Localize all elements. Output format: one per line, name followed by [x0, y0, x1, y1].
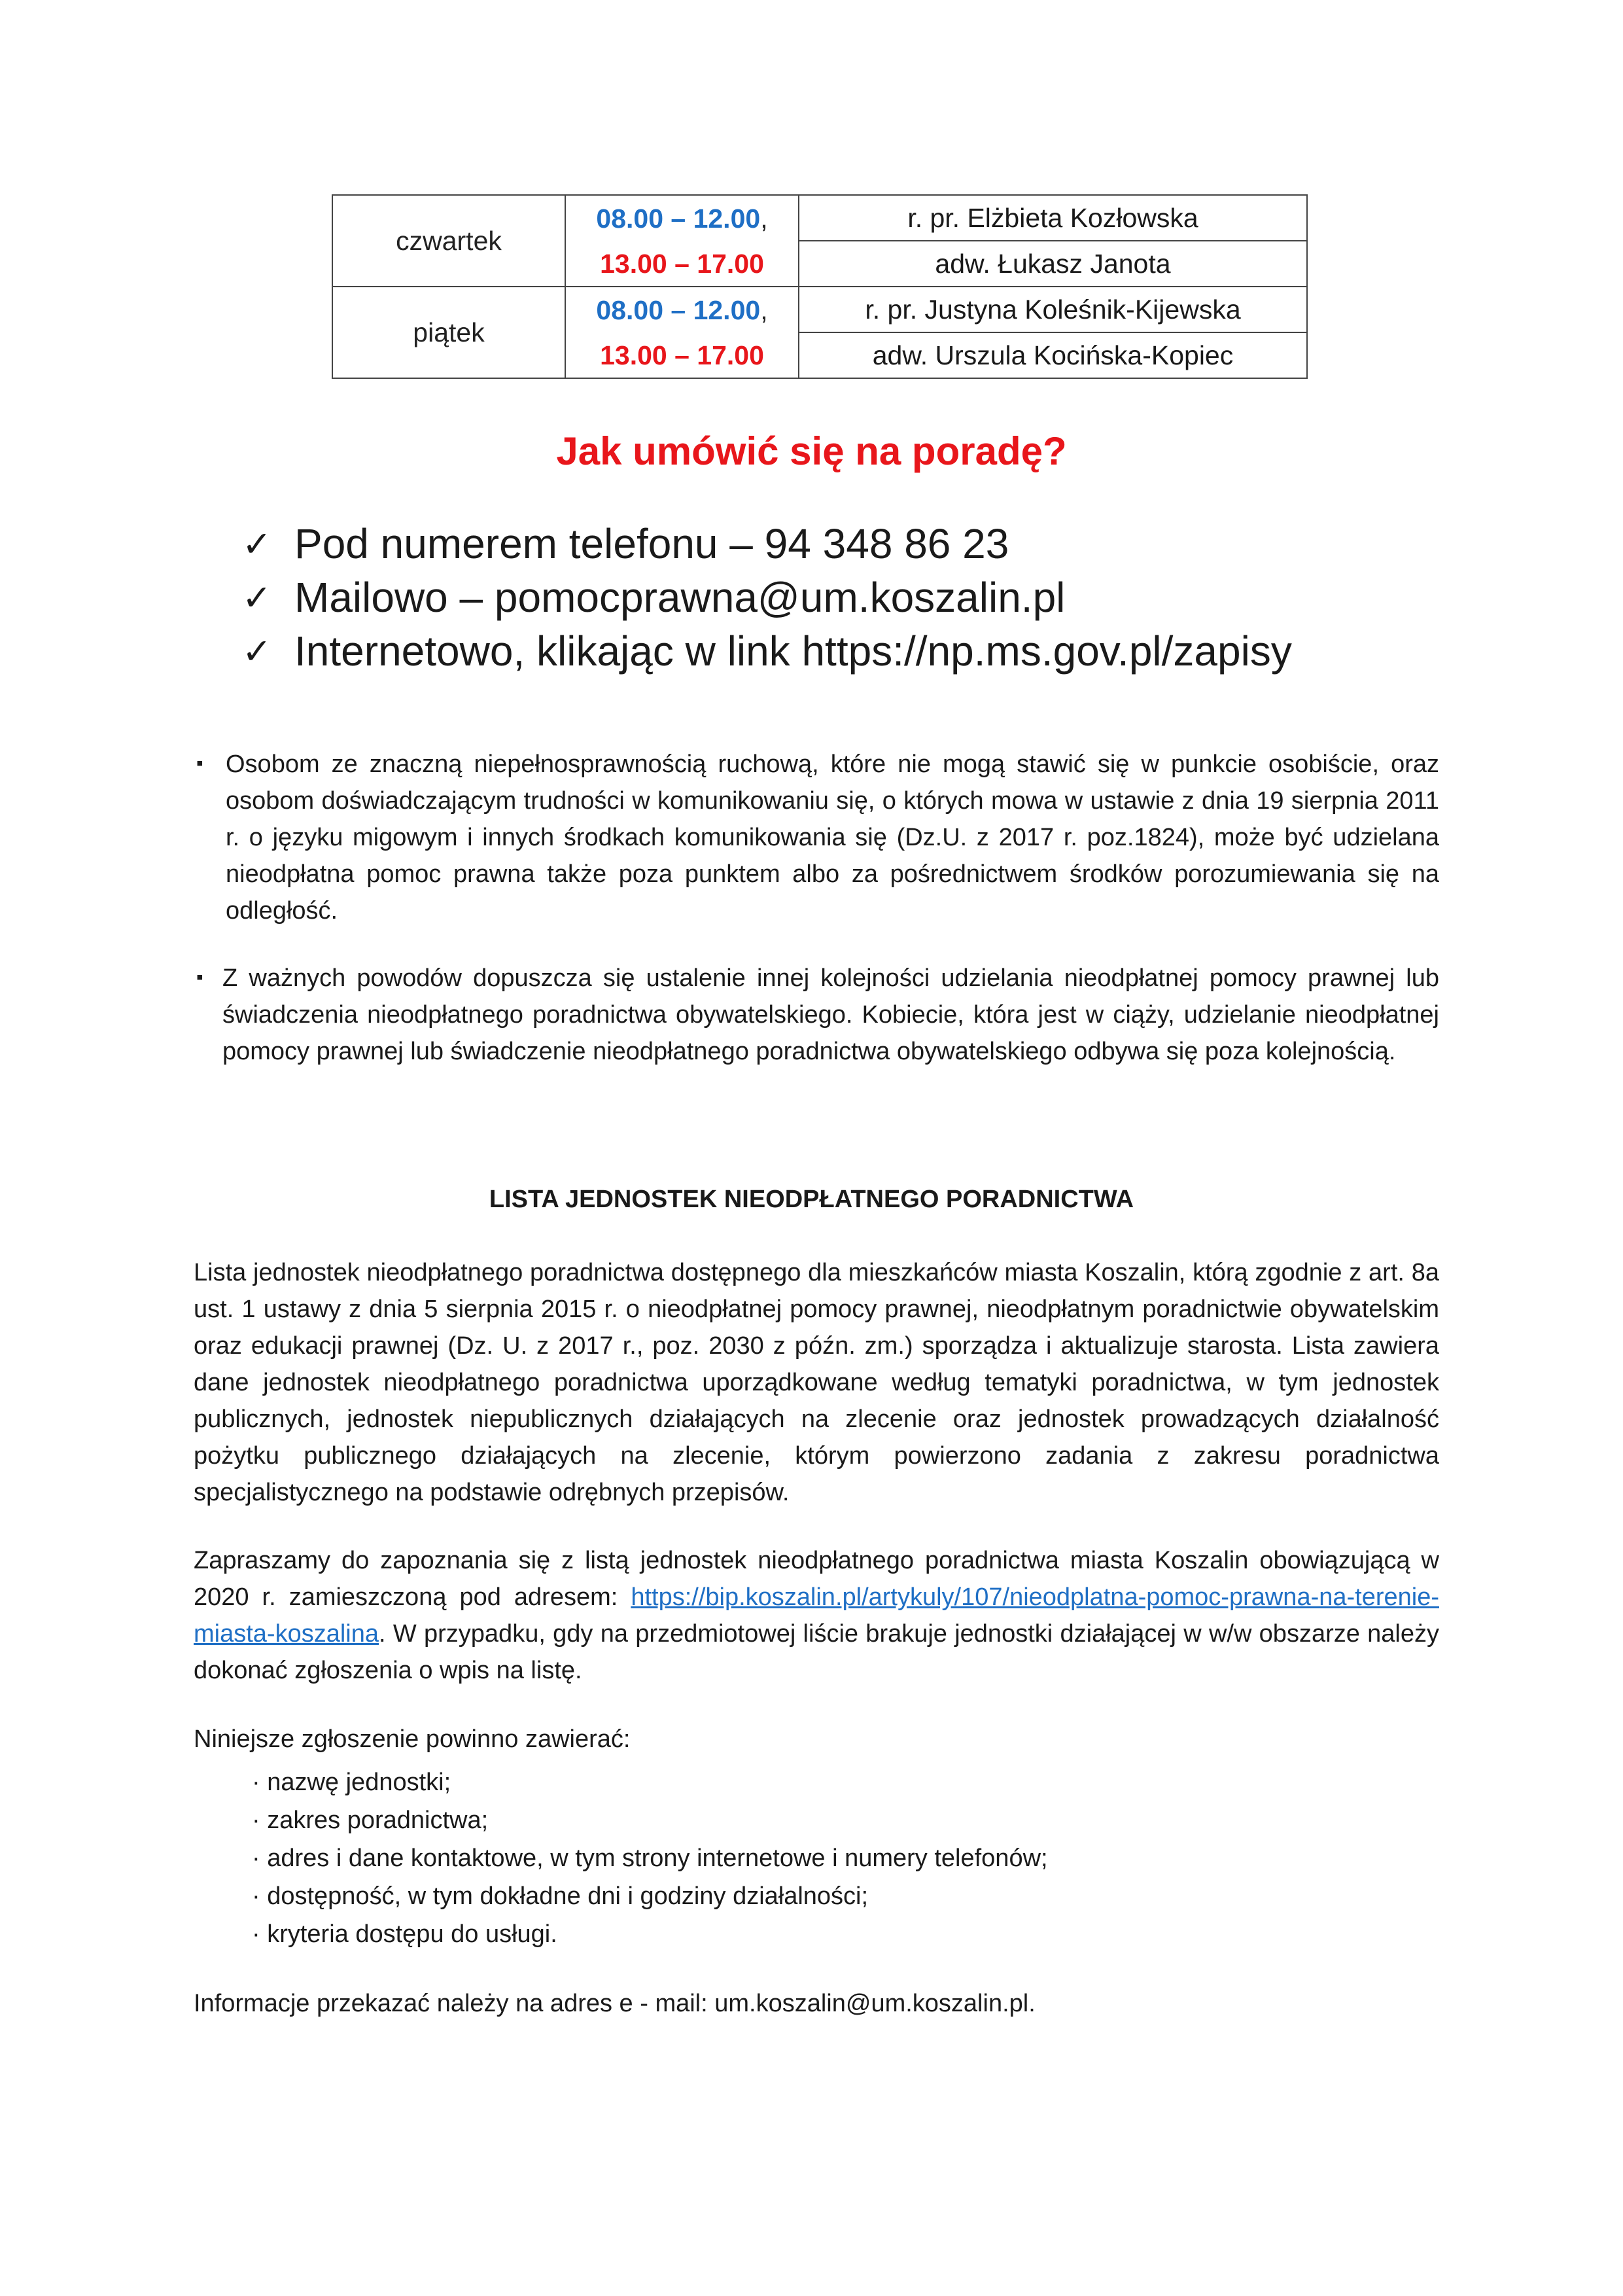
hours-afternoon-text: 13.00 – 17.00: [600, 340, 764, 370]
bip-list-link[interactable]: https://bip.koszalin.pl/artykuly/107/nieodplatna-pomoc-prawna-na-terenie-miasta-koszalina: [194, 1583, 1439, 1648]
hours-afternoon-text: 13.00 – 17.00: [600, 248, 764, 279]
list-item: · dostępność, w tym dokładne dni i godziny działalności;: [252, 1882, 869, 1910]
hours-comma: ,: [760, 294, 768, 325]
contact-text: Internetowo, klikając w link https://np.ms.gov.pl/zapisy: [294, 627, 1292, 675]
checkmark-icon: ✓: [242, 631, 272, 671]
bullet-paragraph: Z ważnych powodów dopuszcza się ustalenie innej kolejności udzielania nieodpłatnej pomocy prawnej lub świadczenia nieodpłatnego poradnictwa obywatelskiego. Kobiecie, która jest w ciąży, udzielanie nieodpłatnej pomocy prawnej lub świadczenie nieodpłatnego poradnictwa obywatelskiego odbywa się poza kolejnością.: [222, 964, 1439, 1065]
appointment-heading: Jak umówić się na poradę?: [556, 429, 1067, 473]
section-title: LISTA JEDNOSTEK NIEODPŁATNEGO PORADNICTWA: [489, 1186, 1134, 1213]
checkmark-icon: ✓: [242, 578, 272, 618]
list-item: · zakres poradnictwa;: [252, 1807, 489, 1834]
schedule-advisor: adw. Urszula Kocińska-Kopiec: [799, 332, 1307, 378]
contact-text: Pod numerem telefonu – 94 348 86 23: [294, 520, 1009, 567]
schedule-hours-morning: [565, 287, 799, 332]
bullet-paragraph: Osobom ze znaczną niepełnosprawnością ruchową, które nie mogą stawić się w punkcie osobiście, oraz osobom doświadczającym trudności w komunikowaniu się, o których mowa w ustawie z dnia 19 sierpnia 2011 r. o języku migowym i innych środkach komunikowania się (Dz.U. z 2017 r. poz.1824), może być udzielana nieodpłatna pomoc prawna także poza punktem albo za pośrednictwem środków porozumiewania się na odległość.: [226, 751, 1439, 925]
schedule-row: [332, 195, 1307, 241]
schedule-hours-morning: [565, 195, 799, 241]
hours-comma: ,: [760, 203, 768, 234]
paragraph-text: . W przypadku, gdy na przedmiotowej liście brakuje jednostki działającej w w/w obszarze należy dokonać zgłoszenia o wpis na listę.: [194, 1620, 1439, 1684]
contact-text: Mailowo – pomocprawna@um.koszalin.pl: [294, 574, 1066, 621]
schedule-advisor: adw. Łukasz Janota: [799, 241, 1307, 287]
contact-list: [242, 517, 1292, 678]
schedule-day: czwartek: [332, 195, 565, 287]
paragraph-list-description: Lista jednostek nieodpłatnego poradnictwa dostępnego dla mieszkańców miasta Koszalin, którą zgodnie z art. 8a ust. 1 ustawy z dnia 5 sierpnia 2015 r. o nieodpłatnej pomocy prawnej, nieodpłatnym poradnictwie obywatelskim oraz edukacji prawnej (Dz. U. z 2017 r., poz. 2030 z późn. zm.) sporządza i aktualizuje starosta. Lista zawiera dane jednostek nieodpłatnego poradnictwa uporządkowane według tematyki poradnictwa, w tym jednostek publicznych, jednostek niepublicznych działających na zlecenie oraz jednostek prowadzących działalność pożytku publicznego działających na zlecenie, którym powierzono zadania z zakresu poradnictwa specjalistycznego na podstawie odrębnych przepisów.: [194, 1259, 1439, 1506]
contact-item-phone: [242, 517, 1292, 571]
checkmark-icon: ✓: [242, 524, 272, 564]
schedule-hours-afternoon: [565, 241, 799, 287]
paragraph-text: Zapraszamy do zapoznania się z listą jednostek nieodpłatnego poradnictwa miasta Koszalin obowiązującą w 2020 r. zamieszczoną pod adresem:: [194, 1547, 1439, 1611]
list-item: · kryteria dostępu do usługi.: [252, 1920, 557, 1948]
closing-note: Informacje przekazać należy na adres e - mail: um.koszalin@um.koszalin.pl.: [194, 1990, 1036, 2017]
hours-morning-text: 08.00 – 12.00: [596, 203, 761, 234]
list-intro: Niniejsze zgłoszenie powinno zawierać:: [194, 1725, 631, 1753]
hours-morning-text: 08.00 – 12.00: [596, 294, 761, 325]
schedule-hours-afternoon: [565, 332, 799, 378]
paragraph-invitation: [194, 1542, 1439, 1689]
list-item: · adres i dane kontaktowe, w tym strony internetowe i numery telefonów;: [252, 1845, 1048, 1872]
requirements-list: [252, 1763, 1048, 1953]
schedule-advisor: r. pr. Elżbieta Kozłowska: [799, 195, 1307, 241]
list-item: · nazwę jednostki;: [252, 1769, 451, 1796]
bullet-icon: ▪: [196, 752, 203, 774]
bullet-icon: ▪: [196, 966, 203, 988]
schedule-day: piątek: [332, 287, 565, 378]
schedule-table: [332, 194, 1308, 379]
schedule-row: [332, 287, 1307, 332]
contact-item-online: [242, 624, 1292, 678]
schedule-advisor: r. pr. Justyna Koleśnik-Kijewska: [799, 287, 1307, 332]
contact-item-email: [242, 571, 1292, 624]
